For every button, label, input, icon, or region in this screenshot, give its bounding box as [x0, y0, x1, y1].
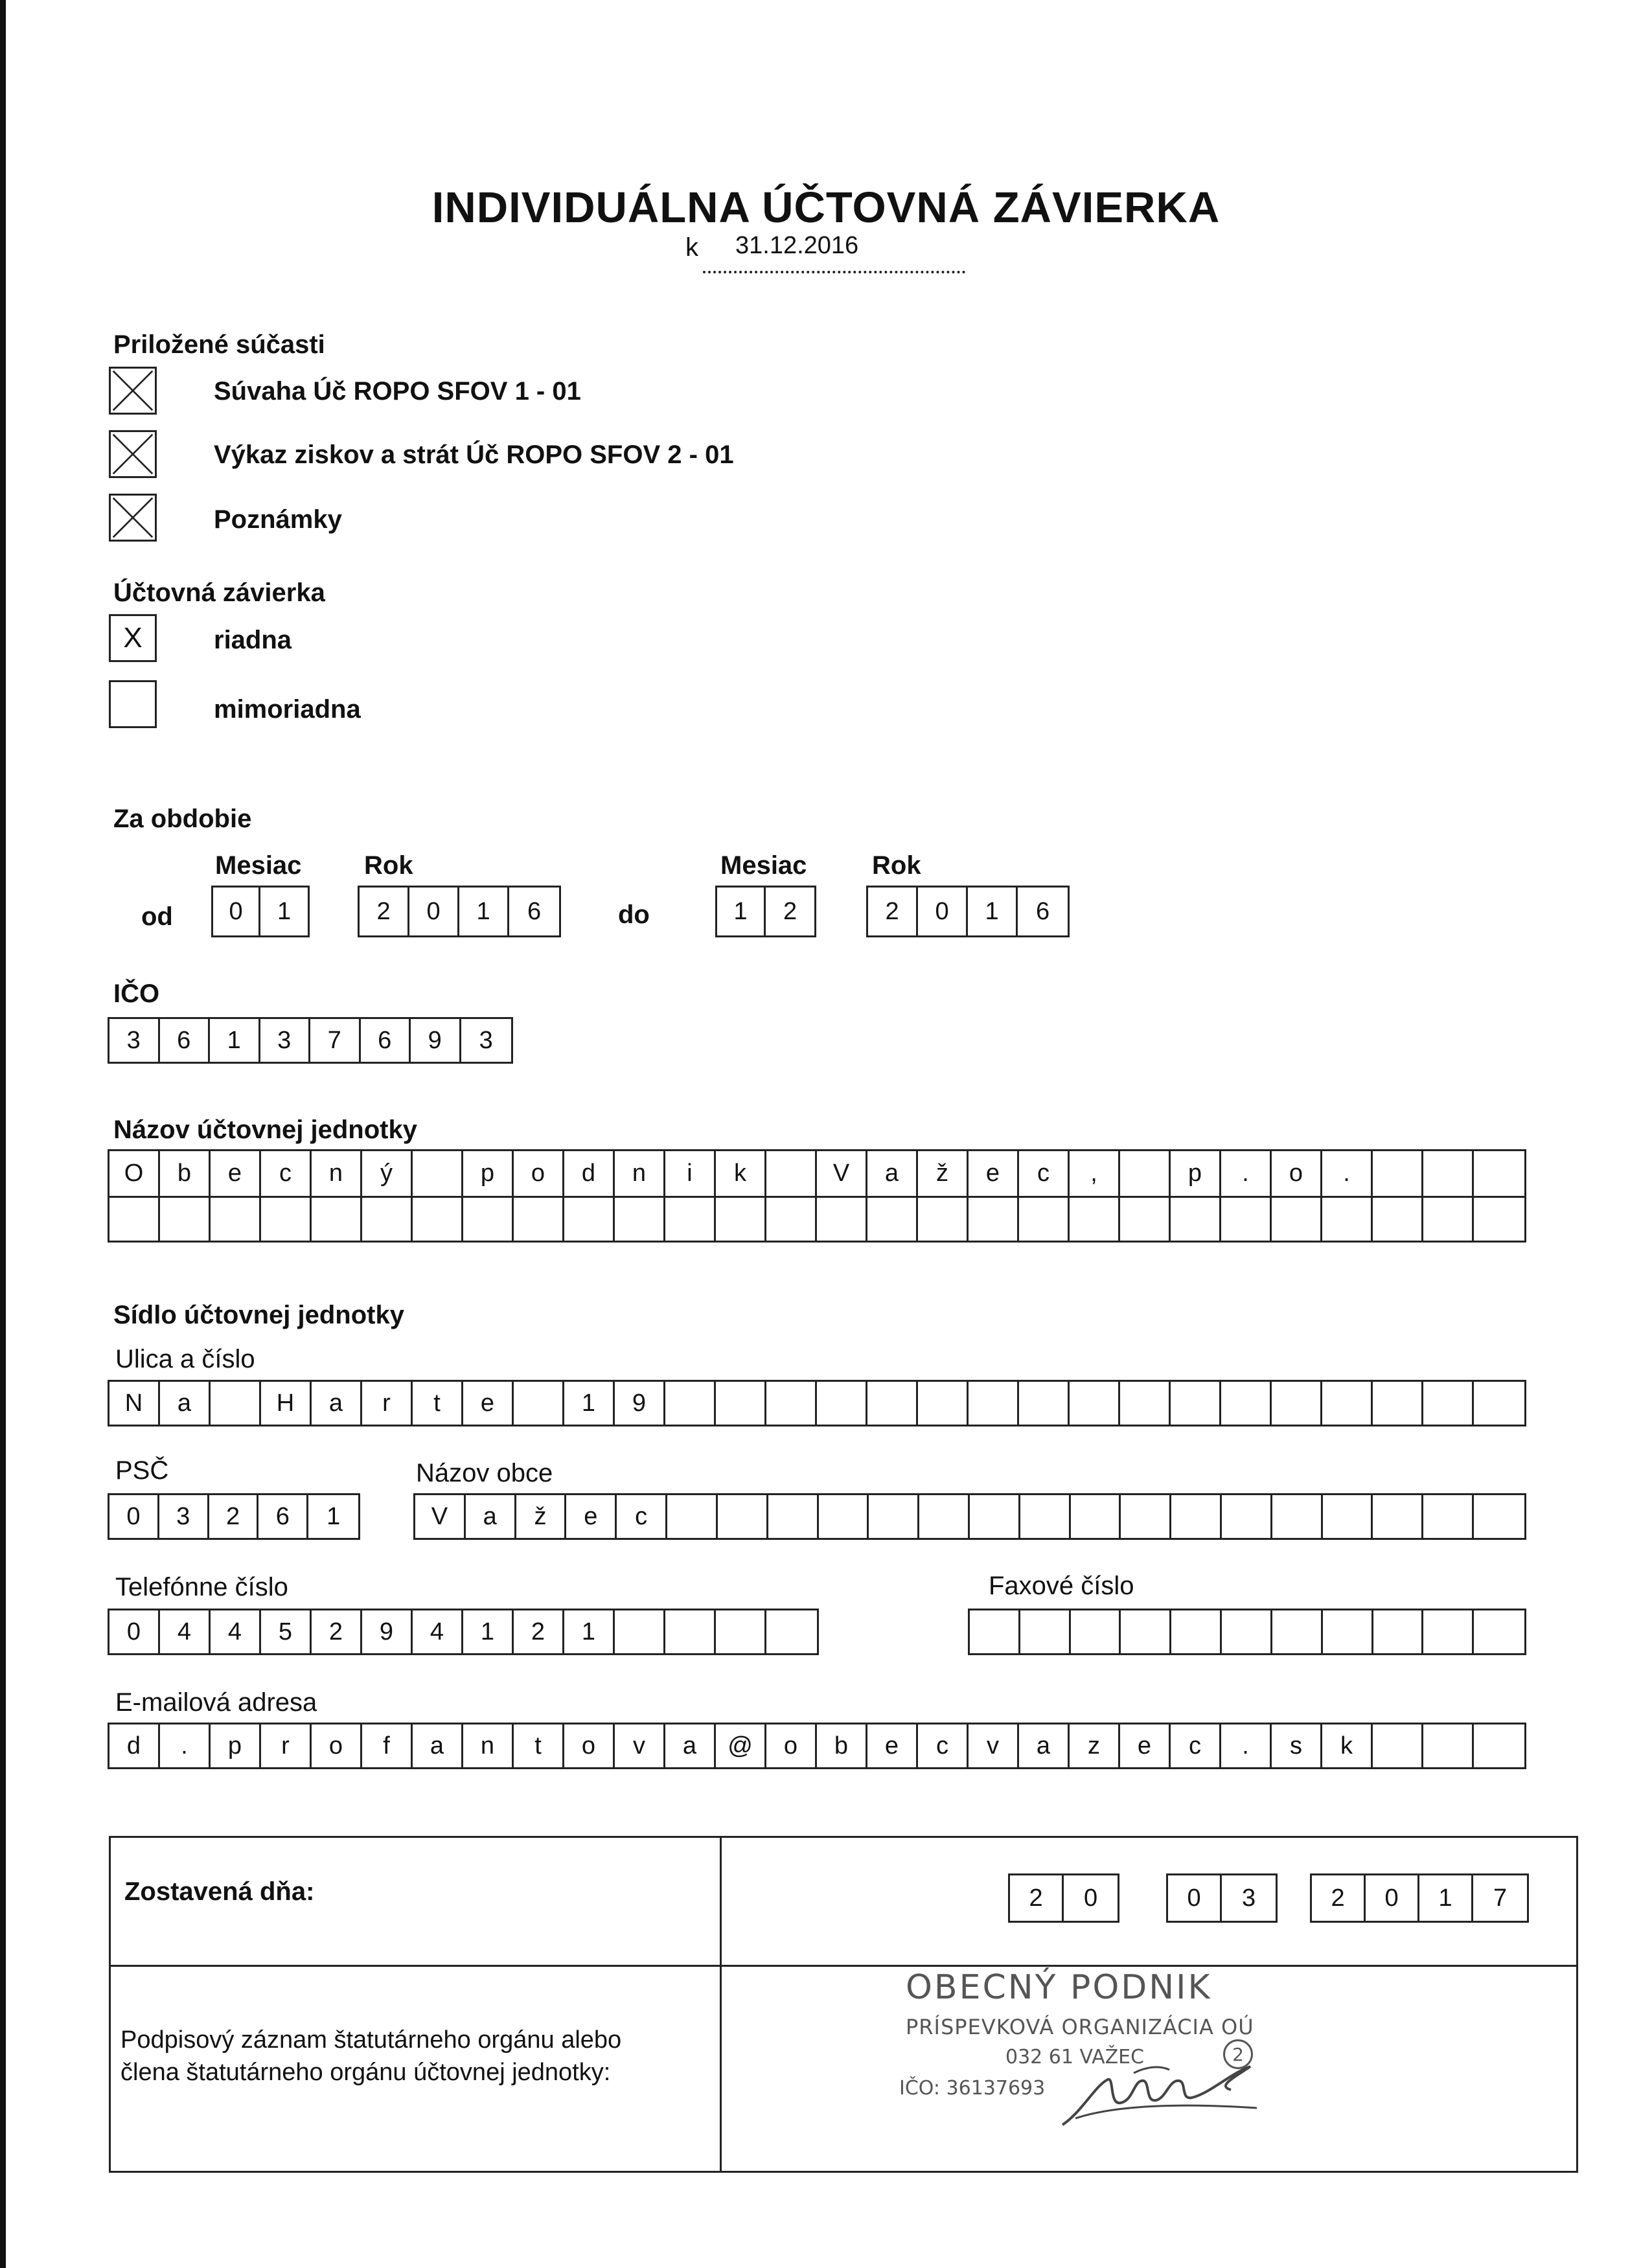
- char-cell: 4: [413, 1610, 463, 1653]
- digit-cell: 0: [213, 888, 260, 935]
- char-cell: n: [463, 1724, 514, 1767]
- phone-field[interactable]: [108, 1609, 819, 1655]
- digit-cell: 1: [459, 888, 509, 935]
- char-cell: [1070, 1198, 1120, 1241]
- char-cell: k: [1322, 1724, 1373, 1767]
- char-cell: [1474, 1724, 1524, 1767]
- char-cell: V: [817, 1151, 867, 1196]
- as-of-prefix: k: [685, 233, 698, 262]
- char-cell: [1322, 1382, 1373, 1425]
- cross-mark-icon: [111, 496, 155, 540]
- char-cell: v: [969, 1724, 1019, 1767]
- char-cell: 1: [463, 1610, 514, 1653]
- char-cell: a: [312, 1382, 362, 1425]
- char-cell: [1171, 1495, 1222, 1538]
- to-year-label: Rok: [872, 851, 921, 880]
- checkbox-vykaz[interactable]: [109, 430, 157, 478]
- checkbox-riadna-mark: X: [123, 622, 143, 654]
- psc-label: PSČ: [115, 1456, 169, 1485]
- char-cell: [160, 1198, 211, 1241]
- char-cell: ,: [1070, 1151, 1120, 1196]
- digit-cell: 7: [310, 1019, 361, 1062]
- char-cell: 6: [258, 1495, 308, 1538]
- char-cell: [1120, 1151, 1171, 1196]
- char-cell: o: [766, 1724, 817, 1767]
- char-cell: [1323, 1610, 1373, 1653]
- char-cell: [1373, 1610, 1424, 1653]
- digit-cell: 0: [918, 888, 968, 935]
- char-cell: b: [160, 1151, 211, 1196]
- statement-type-heading: Účtovná závierka: [113, 578, 325, 607]
- char-cell: [819, 1495, 869, 1538]
- label-riadna: riadna: [214, 626, 292, 654]
- char-cell: [869, 1495, 919, 1538]
- char-cell: [768, 1495, 819, 1538]
- to-month-field[interactable]: [715, 886, 816, 937]
- table-divider-vertical: [720, 1838, 722, 2171]
- compiled-label: Zostavená dňa:: [124, 1877, 315, 1906]
- char-cell: [665, 1610, 716, 1653]
- digit-cell: 6: [527, 897, 542, 925]
- char-cell: [1423, 1198, 1474, 1241]
- from-month-field[interactable]: [211, 886, 310, 937]
- char-cell: [312, 1198, 362, 1241]
- scan-left-edge: [0, 0, 6, 2268]
- char-cell: p: [1171, 1151, 1221, 1196]
- fax-field[interactable]: [968, 1609, 1526, 1655]
- compiled-year-field[interactable]: [1310, 1873, 1529, 1923]
- char-cell: [1474, 1610, 1524, 1653]
- period-heading: Za obdobie: [113, 805, 252, 833]
- char-cell: [766, 1198, 817, 1241]
- char-cell: [413, 1151, 463, 1196]
- char-cell: 4: [160, 1610, 211, 1653]
- char-cell: t: [514, 1724, 564, 1767]
- street-field[interactable]: [108, 1380, 1526, 1426]
- stamp-subtitle: PRÍSPEVKOVÁ ORGANIZÁCIA OÚ: [906, 2015, 1254, 2039]
- char-cell: p: [463, 1151, 514, 1196]
- char-cell: [970, 1610, 1020, 1653]
- char-cell: [1373, 1495, 1423, 1538]
- city-field[interactable]: [413, 1493, 1526, 1540]
- to-year-field[interactable]: [866, 886, 1070, 937]
- char-cell: e: [969, 1151, 1019, 1196]
- char-cell: [1423, 1151, 1474, 1196]
- char-cell: [1474, 1198, 1524, 1241]
- char-cell: [716, 1198, 766, 1241]
- attached-heading: Priložené súčasti: [113, 330, 325, 359]
- char-cell: [362, 1198, 413, 1241]
- checkbox-riadna[interactable]: [109, 614, 157, 662]
- char-cell: r: [261, 1724, 312, 1767]
- char-cell: [665, 1382, 716, 1425]
- char-cell: [211, 1382, 261, 1425]
- char-cell: n: [312, 1151, 362, 1196]
- stamp-address: 032 61 VAŽEC: [1005, 2046, 1145, 2068]
- label-mimoriadna: mimoriadna: [214, 695, 361, 724]
- char-cell: z: [1070, 1724, 1120, 1767]
- char-cell: [716, 1382, 766, 1425]
- char-cell: [919, 1495, 970, 1538]
- char-cell: [1071, 1610, 1121, 1653]
- signature-label-line1: Podpisový záznam štatutárneho orgánu alebo: [120, 2026, 622, 2054]
- char-cell: [969, 1198, 1019, 1241]
- char-cell: [867, 1382, 918, 1425]
- char-cell: [766, 1382, 817, 1425]
- char-cell: 4: [211, 1610, 261, 1653]
- digit-cell: 1: [717, 888, 766, 935]
- signature-label-line2: člena štatutárneho orgánu účtovnej jednotky:: [120, 2059, 611, 2086]
- char-cell: f: [362, 1724, 413, 1767]
- digit-cell: 9: [411, 1019, 461, 1062]
- char-cell: 1: [327, 1502, 341, 1530]
- char-cell: [918, 1198, 969, 1241]
- digit-cell: 2: [868, 888, 918, 935]
- digit-cell: 6: [1035, 897, 1050, 925]
- char-cell: .: [1322, 1151, 1373, 1196]
- char-cell: ý: [362, 1151, 413, 1196]
- char-cell: o: [564, 1724, 615, 1767]
- char-cell: k: [716, 1151, 766, 1196]
- char-cell: a: [466, 1495, 516, 1538]
- char-cell: [1171, 1382, 1221, 1425]
- char-cell: [1070, 1382, 1120, 1425]
- char-cell: [463, 1198, 514, 1241]
- char-cell: [1373, 1382, 1423, 1425]
- digit-cell: 1: [1419, 1875, 1473, 1921]
- digit-cell: 3: [1241, 1884, 1256, 1912]
- char-cell: c: [617, 1495, 667, 1538]
- digit-cell: 3: [479, 1026, 493, 1054]
- char-cell: a: [413, 1724, 463, 1767]
- char-cell: [918, 1382, 969, 1425]
- char-cell: [514, 1198, 564, 1241]
- email-label: E-mailová adresa: [115, 1688, 317, 1717]
- char-cell: [867, 1198, 918, 1241]
- city-label: Názov obce: [416, 1459, 553, 1487]
- char-cell: [1272, 1610, 1323, 1653]
- as-of-dotted-line: [703, 271, 965, 273]
- char-cell: n: [615, 1151, 665, 1196]
- char-cell: b: [817, 1724, 867, 1767]
- cross-mark-icon: [111, 369, 155, 413]
- digit-cell: 7: [1493, 1884, 1508, 1912]
- char-cell: d: [109, 1724, 160, 1767]
- char-cell: @: [716, 1724, 766, 1767]
- char-cell: [1272, 1198, 1322, 1241]
- char-cell: [413, 1198, 463, 1241]
- char-cell: r: [362, 1382, 413, 1425]
- char-cell: [1373, 1151, 1423, 1196]
- digit-cell: 2: [1010, 1875, 1064, 1921]
- checkbox-mimoriadna[interactable]: [109, 680, 157, 728]
- char-cell: 2: [312, 1610, 362, 1653]
- digit-cell: 2: [783, 897, 797, 925]
- ico-field[interactable]: [108, 1017, 513, 1064]
- char-cell: .: [160, 1724, 211, 1767]
- char-cell: v: [615, 1724, 665, 1767]
- ico-heading: IČO: [113, 979, 160, 1008]
- checkbox-suvaha[interactable]: [109, 367, 157, 415]
- char-cell: [817, 1382, 867, 1425]
- checkbox-poznamky[interactable]: [109, 494, 157, 542]
- attached-item-suvaha: Súvaha Úč ROPO SFOV 1 - 01: [214, 377, 581, 406]
- char-cell: [1423, 1610, 1474, 1653]
- char-cell: [716, 1610, 766, 1653]
- char-cell: [1323, 1495, 1373, 1538]
- stamp-ico: IČO: 36137693: [899, 2077, 1046, 2100]
- char-cell: 0: [109, 1495, 159, 1538]
- char-cell: .: [1221, 1724, 1272, 1767]
- char-cell: [615, 1610, 665, 1653]
- char-cell: [564, 1198, 615, 1241]
- digit-cell: 2: [360, 888, 409, 935]
- char-cell: [211, 1198, 261, 1241]
- char-cell: e: [463, 1382, 514, 1425]
- digit-cell: 1: [210, 1019, 260, 1062]
- compiled-day-field[interactable]: [1008, 1873, 1119, 1923]
- char-cell: V: [415, 1495, 466, 1538]
- char-cell: c: [1019, 1151, 1070, 1196]
- char-cell: [718, 1495, 768, 1538]
- to-month-label: Mesiac: [720, 851, 807, 880]
- char-cell: a: [665, 1724, 716, 1767]
- psc-field[interactable]: [108, 1493, 360, 1540]
- char-cell: 3: [159, 1495, 209, 1538]
- char-cell: [1020, 1610, 1071, 1653]
- char-cell: [969, 1382, 1019, 1425]
- table-divider-horizontal: [111, 1965, 1576, 1967]
- char-cell: [1474, 1382, 1524, 1425]
- digit-cell: 3: [260, 1019, 311, 1062]
- char-cell: [1423, 1382, 1474, 1425]
- char-cell: [1120, 1198, 1171, 1241]
- char-cell: 1: [564, 1382, 615, 1425]
- digit-cell: 0: [1168, 1875, 1222, 1921]
- char-cell: [970, 1495, 1020, 1538]
- char-cell: [1221, 1198, 1272, 1241]
- digit-cell: 6: [160, 1019, 211, 1062]
- char-cell: [1121, 1495, 1171, 1538]
- digit-cell: 1: [277, 897, 292, 925]
- checkbox-mimoriadna-mark: [111, 682, 155, 726]
- char-cell: [514, 1382, 564, 1425]
- from-year-label: Rok: [364, 851, 413, 880]
- char-cell: [1322, 1198, 1373, 1241]
- stamp-title: OBECNÝ PODNIK: [906, 1968, 1212, 2007]
- char-cell: o: [312, 1724, 362, 1767]
- address-heading: Sídlo účtovnej jednotky: [113, 1301, 404, 1329]
- char-cell: d: [564, 1151, 615, 1196]
- digit-cell: 3: [109, 1019, 160, 1062]
- digit-cell: 0: [409, 888, 459, 935]
- char-cell: H: [261, 1382, 312, 1425]
- char-cell: [109, 1198, 160, 1241]
- digit-cell: 6: [361, 1019, 411, 1062]
- cross-mark-icon: [111, 432, 155, 476]
- char-cell: c: [1171, 1724, 1221, 1767]
- char-cell: O: [109, 1151, 160, 1196]
- char-cell: [1121, 1610, 1171, 1653]
- char-cell: [1423, 1495, 1474, 1538]
- to-label: do: [618, 900, 650, 929]
- char-cell: 5: [261, 1610, 312, 1653]
- street-label: Ulica a číslo: [115, 1345, 255, 1373]
- char-cell: [1272, 1495, 1323, 1538]
- char-cell: [261, 1198, 312, 1241]
- char-cell: 0: [109, 1610, 160, 1653]
- char-cell: s: [1272, 1724, 1322, 1767]
- compiled-month-field[interactable]: [1166, 1873, 1278, 1923]
- char-cell: [1221, 1382, 1272, 1425]
- char-cell: 2: [514, 1610, 564, 1653]
- char-cell: [615, 1198, 665, 1241]
- handwritten-signature-icon: [1037, 2041, 1270, 2138]
- char-cell: [817, 1198, 867, 1241]
- from-month-label: Mesiac: [215, 851, 302, 880]
- char-cell: o: [1272, 1151, 1322, 1196]
- attached-item-vykaz: Výkaz ziskov a strát Úč ROPO SFOV 2 - 01: [214, 441, 734, 469]
- entity-name-heading: Názov účtovnej jednotky: [113, 1116, 417, 1144]
- char-cell: [1120, 1382, 1171, 1425]
- char-cell: [1171, 1198, 1221, 1241]
- char-cell: a: [1019, 1724, 1070, 1767]
- char-cell: [1474, 1495, 1524, 1538]
- char-cell: c: [261, 1151, 312, 1196]
- char-cell: [1019, 1198, 1070, 1241]
- char-cell: ž: [918, 1151, 969, 1196]
- char-cell: N: [109, 1382, 160, 1425]
- char-cell: 9: [615, 1382, 665, 1425]
- char-cell: o: [514, 1151, 564, 1196]
- char-cell: e: [211, 1151, 261, 1196]
- char-cell: [667, 1495, 718, 1538]
- entity-name-row-1: [109, 1151, 1524, 1196]
- char-cell: e: [566, 1495, 617, 1538]
- digit-cell: 0: [1366, 1875, 1419, 1921]
- stamp-number-badge: 2: [1223, 2039, 1253, 2069]
- char-cell: [1071, 1495, 1121, 1538]
- digit-cell: 0: [1083, 1884, 1098, 1912]
- char-cell: a: [867, 1151, 918, 1196]
- char-cell: [1373, 1724, 1423, 1767]
- char-cell: c: [918, 1724, 969, 1767]
- char-cell: 9: [362, 1610, 413, 1653]
- char-cell: [1222, 1610, 1272, 1653]
- char-cell: [1474, 1151, 1524, 1196]
- char-cell: [1222, 1495, 1272, 1538]
- page-title: INDIVIDUÁLNA ÚČTOVNÁ ZÁVIERKA: [431, 183, 1221, 232]
- digit-cell: 2: [1312, 1875, 1366, 1921]
- digit-cell: 1: [968, 888, 1018, 935]
- char-cell: [1019, 1382, 1070, 1425]
- char-cell: .: [1221, 1151, 1272, 1196]
- char-cell: a: [160, 1382, 211, 1425]
- phone-label: Telefónne číslo: [115, 1573, 288, 1601]
- entity-name-field[interactable]: [108, 1149, 1526, 1243]
- char-cell: [1171, 1610, 1222, 1653]
- char-cell: e: [867, 1724, 918, 1767]
- from-year-field[interactable]: [358, 886, 561, 937]
- attached-item-poznamky: Poznámky: [214, 505, 342, 534]
- char-cell: 1: [564, 1610, 615, 1653]
- char-cell: [766, 1151, 817, 1196]
- char-cell: 2: [209, 1495, 259, 1538]
- as-of-date: 31.12.2016: [735, 232, 859, 259]
- char-cell: [1373, 1198, 1423, 1241]
- char-cell: t: [413, 1382, 463, 1425]
- entity-name-row-2: [109, 1196, 1524, 1241]
- char-cell: i: [665, 1151, 716, 1196]
- fax-label: Faxové číslo: [989, 1572, 1134, 1600]
- email-field[interactable]: [108, 1723, 1526, 1769]
- char-cell: ž: [516, 1495, 567, 1538]
- from-label: od: [141, 902, 173, 931]
- char-cell: [1272, 1382, 1322, 1425]
- char-cell: [1423, 1724, 1474, 1767]
- char-cell: e: [1120, 1724, 1171, 1767]
- char-cell: [1020, 1495, 1071, 1538]
- char-cell: [766, 1610, 817, 1653]
- char-cell: [665, 1198, 716, 1241]
- char-cell: p: [211, 1724, 261, 1767]
